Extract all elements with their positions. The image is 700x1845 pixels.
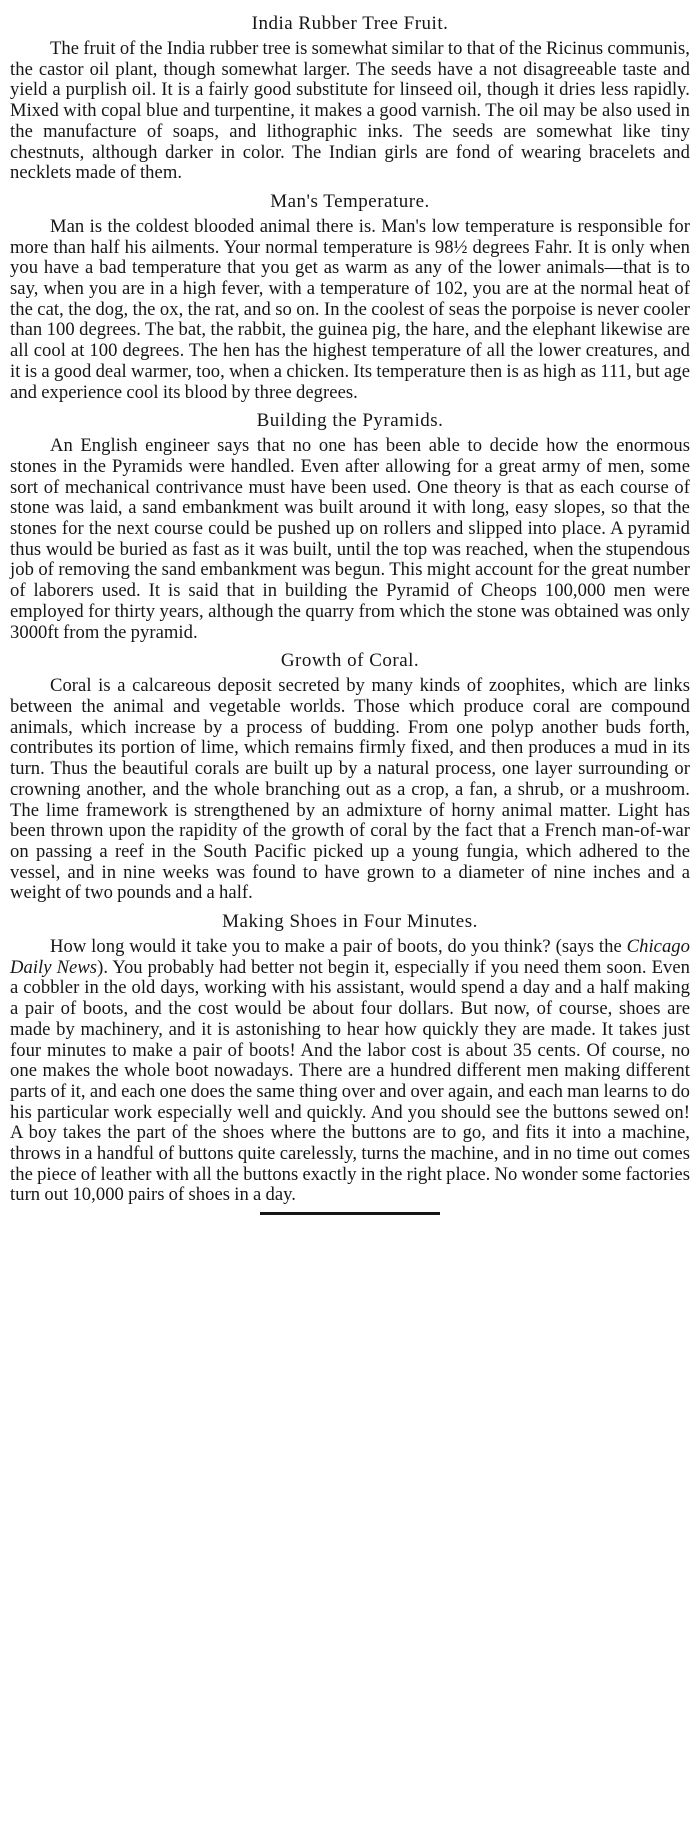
article-heading: Man's Temperature. [270,190,430,212]
article-body [10,937,690,1206]
article-heading: India Rubber Tree Fruit. [251,13,449,34]
article-india-rubber [10,12,690,184]
newspaper-source-name: Chicago Daily News [10,936,690,978]
article-growth-of-coral [10,649,690,904]
article-body-part: How long would it take you to make a pair of boots, do you think? (says the [50,936,627,958]
article-body: Man is the coldest blooded animal there is. Man's low temperature is responsible for more than half his ailments. Your normal temperature is 98½ degrees Fahr. It is only when you have a bad temperature that you get as warm as any of the lower animals—that is to say, when you are in a high fever, with a temperature of 102, you are at the normal heat of the cat, the dog, the ox, the rat, and so on. In the coolest of seas the porpoise is never cooler than 100 degrees. The bat, the rabbit, the guinea pig, the hare, and the elephant likewise are all cool at 100 degrees. The hen has the highest temperature of all the lower creatures, and it is a good deal warmer, too, when a chicken. Its temperature then is as high as 111, but age and experience cool its blood by three degrees. [10,215,690,403]
article-body: Coral is a calcareous deposit secreted by many kinds of zoophites, which are links between the animal and vegetable worlds. Those which produce coral are compound animals, which increase by a process of budding. From one polyp another buds forth, contributes its portion of lime, which remains firmly fixed, and then produces a mud in its turn. Thus the beautiful corals are built up by a natural process, one layer surrounding or crowning another, and the whole branching out as a crop, a fan, a shrub, or a mushroom. The lime framework is strengthened by an admixture of horny animal matter. Light has been thrown upon the rapidity of the growth of coral by the fact that a French man-of-war on passing a reef in the South Pacific picked up a young fungia, which adhered to the vessel, and in nine weeks was found to have grown to a diameter of nine inches and a weight of two pounds and a half. [10,675,690,904]
article-building-pyramids [10,409,690,643]
article-heading: Growth of Coral. [280,650,420,672]
article-making-shoes [10,910,690,1206]
article-body: The fruit of the India rubber tree is somewhat similar to that of the Ricinus communis, the castor oil plant, though somewhat larger. The seeds have a not disagreeable taste and yield a purplish oil. It is a fairly good substitute for linseed oil, though it dries less rapidly. Mixed with copal blue and turpentine, it makes a good varnish. The oil may be also used in the manufacture of soaps, and lithographic inks. The seeds are somewhat like tiny chestnuts, although darker in color. The Indian girls are fond of wearing bracelets and necklets made of them. [10,38,690,184]
article-heading: Making Shoes in Four Minutes. [222,911,478,933]
article-body-part: ). You probably had better not begin it, especially if you need them soon. Even a cobbler in the old days, working with his assistant, would spend a day and a half making a pair of boots, and the cost would be about four dollars. But now, of course, shoes are made by machinery, and it is astonishing to hear how quickly they are made. It takes just four minutes to make a pair of boots! And the labor cost is about 35 cents. Of course, no one makes the whole boot nowadays. There are a hundred different men making different parts of it, and each one does the same thing over and over again, and each man learns to do his particular work especially well and quickly. And you should see the buttons sewed on! A boy takes the part of the shoes where the buttons are to go, and fits it into a machine, throws in a handful of buttons quite carelessly, turns the machine, and in no time out comes the piece of leather with all the buttons exactly in the right place. No wonder some factories turn out 10,000 pairs of shoes in a day. [10,956,690,1206]
end-rule-divider [260,1212,440,1215]
article-mans-temperature [10,190,690,403]
article-heading: Building the Pyramids. [256,410,444,432]
article-body: An English engineer says that no one has been able to decide how the enormous stones in the Pyramids were handled. Even after allowing for a great army of men, some sort of mechanical contrivance must have been used. One theory is that as each course of stone was laid, a sand embankment was built around it with long, easy slopes, so that the stones for the next course could be pushed up on rollers and slipped into place. A pyramid thus would be buried as fast as it was built, until the top was reached, when the stupendous job of removing the sand embankment was begun. This might account for the great number of laborers used. It is said that in building the Pyramid of Cheops 100,000 men were employed for thirty years, although the quarry from which the stone was obtained was only 3000ft from the pyramid. [10,435,690,643]
